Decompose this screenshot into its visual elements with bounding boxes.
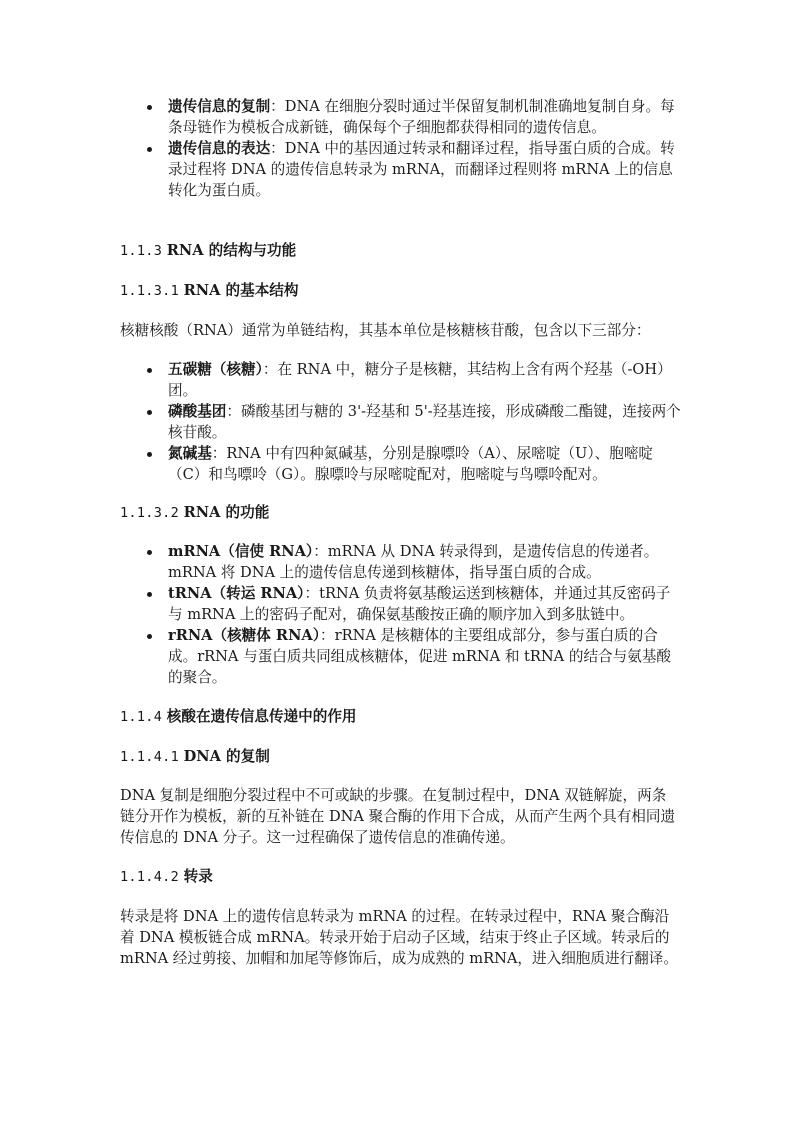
section-heading-1-1-3-1 [120, 280, 298, 302]
dna-replication-paragraph: DNA 复制是细胞分裂过程中不可或缺的步骤。在复制过程中，DNA 双链解旋，两条链分开作为模板，新的互补链在 DNA 聚合酶的作用下合成，从而产生两个具有相同遗传信息的 DNA 分子。这一过程确保了遗传信息的准确传递。 [120, 787, 676, 846]
section-heading-1-1-3 [120, 240, 296, 262]
section-title: RNA 的功能 [183, 504, 270, 521]
section-number: 1.1.4.2 [120, 869, 179, 885]
list-item [120, 625, 682, 688]
section-number: 1.1.3.1 [120, 283, 179, 299]
item-term: tRNA（转运 RNA） [168, 585, 305, 602]
transcription-paragraph: 转录是将 DNA 上的遗传信息转录为 mRNA 的过程。在转录过程中，RNA 聚合酶沿着 DNA 模板链合成 mRNA。转录开始于启动子区域，结束于终止子区域。转录后的 mRNA 经过剪接、加帽和加尾等修饰后，成为成熟的 mRNA，进入细胞质进行翻译。 [120, 908, 678, 967]
item-text: ：rRNA 是核糖体的主要组成部分，参与蛋白质的合成。rRNA 与蛋白质共同组成核糖体，促进 mRNA 和 tRNA 的结合与氨基酸的聚合。 [168, 627, 672, 686]
item-term: mRNA（信使 RNA） [168, 543, 314, 560]
list-item [120, 138, 680, 201]
item-text: ：磷酸基团与糖的 3'-羟基和 5'-羟基连接，形成磷酸二酯键，连接两个核苷酸。 [168, 403, 681, 441]
item-text: ：在 RNA 中，糖分子是核糖，其结构上含有两个羟基（-OH）团。 [168, 361, 672, 399]
section-number: 1.1.4 [120, 709, 163, 725]
genetic-info-list [120, 96, 680, 201]
list-item [120, 541, 682, 583]
list-item [120, 443, 682, 485]
section-number: 1.1.4.1 [120, 749, 179, 765]
item-term: 磷酸基团 [168, 403, 227, 420]
list-item [120, 401, 682, 443]
item-text: ：mRNA 从 DNA 转录得到，是遗传信息的传递者。mRNA 将 DNA 上的遗传信息传递到核糖体，指导蛋白质的合成。 [168, 543, 659, 581]
section-title: DNA 的复制 [183, 748, 270, 765]
section-heading-1-1-4-1 [120, 746, 270, 768]
item-term: 遗传信息的复制 [168, 98, 271, 115]
item-term: 五碳糖（核糖） [168, 361, 263, 378]
item-term: rRNA（核糖体 RNA） [168, 627, 321, 644]
section-heading-1-1-4-2 [120, 866, 213, 888]
rna-function-list [120, 541, 682, 688]
item-text: ：DNA 中的基因通过转录和翻译过程，指导蛋白质的合成。转录过程将 DNA 的遗传信息转录为 mRNA，而翻译过程则将 mRNA 上的信息转化为蛋白质。 [168, 140, 675, 199]
section-title: 核酸在遗传信息传递中的作用 [166, 708, 357, 725]
item-text: ：RNA 中有四种氮碱基，分别是腺嘌呤（A）、尿嘧啶（U）、胞嘧啶（C）和鸟嘌呤（G）。腺嘌呤与尿嘧啶配对，胞嘧啶与鸟嘌呤配对。 [168, 445, 654, 483]
item-term: 遗传信息的表达 [168, 140, 271, 157]
item-text: ：DNA 在细胞分裂时通过半保留复制机制准确地复制自身。每条母链作为模板合成新链，确保每个子细胞都获得相同的遗传信息。 [168, 98, 675, 136]
list-item [120, 359, 682, 401]
section-title: RNA 的基本结构 [183, 282, 299, 299]
section-heading-1-1-3-2 [120, 502, 269, 524]
rna-structure-list [120, 359, 682, 485]
section-title: 转录 [183, 868, 213, 885]
item-term: 氮碱基 [168, 445, 212, 462]
section-number: 1.1.3.2 [120, 505, 179, 521]
section-heading-1-1-4 [120, 706, 357, 728]
item-text: ：tRNA 负责将氨基酸运送到核糖体，并通过其反密码子与 mRNA 上的密码子配对，确保氨基酸按正确的顺序加入到多肽链中。 [168, 585, 671, 623]
list-item [120, 583, 682, 625]
intro-paragraph: 核糖核酸（RNA）通常为单链结构，其基本单位是核糖核苷酸，包含以下三部分： [120, 322, 651, 339]
list-item [120, 96, 680, 138]
section-title: RNA 的结构与功能 [166, 242, 297, 259]
section-number: 1.1.3 [120, 243, 163, 259]
